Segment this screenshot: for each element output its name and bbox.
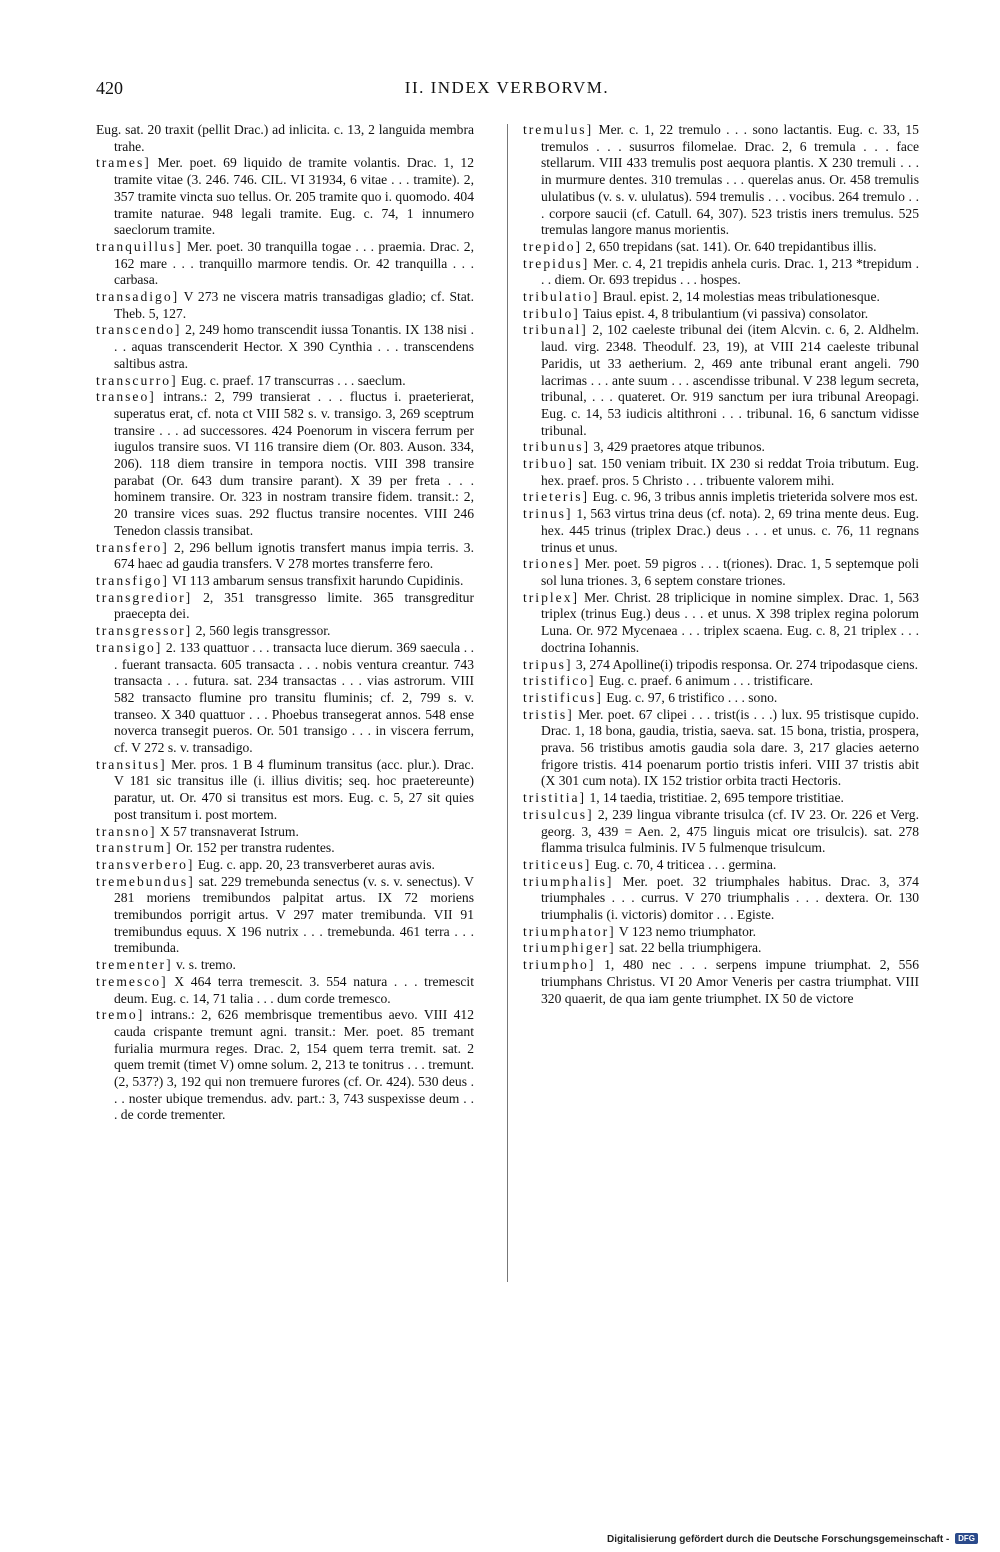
entry-lemma: tremo] <box>96 1007 145 1023</box>
entry-lemma: trinus] <box>523 506 573 522</box>
entry-lemma: trames] <box>96 155 151 171</box>
entry-lemma: tristificus] <box>523 689 603 705</box>
index-entry <box>523 256 919 289</box>
index-entry <box>523 690 919 707</box>
index-entry <box>523 707 919 791</box>
entry-lemma: trepidus] <box>523 255 590 271</box>
index-entry <box>96 957 474 974</box>
entry-lemma: tribunus] <box>523 439 591 455</box>
entry-text: 2. 133 quattuor . . . transacta luce dierum. 369 saecula . . . fuerant transacta. 605 transacta . . . nobis ventura creantur. 743 transacta . . . futura. sat. 234 transactas . . . vias astrorum. VIII 582 transacto flumine pro transitu fluminis; cf. 2, 799 s. v. transeo. X 340 quattuor . . . Phoebus transegerat annos. 548 ense noverca transegit pueros. Or. 501 transigo . . . in viscera ferrum, cf. V 272 s. v. transadigo. <box>114 639 474 756</box>
entry-text: 2, 560 legis transgressor. <box>195 623 331 639</box>
entry-text: sat. 229 tremebunda senectus (v. s. v. senectus). V 281 moriens tremibundos palpitat artus. IX 72 moriens tremibundos porrigit artus. V 297 mater tremibunda. VII 91 tremibundus equus. X 196 nutrix . . . tremebunda. 461 terra . . . tremibunda. <box>114 873 475 956</box>
entry-lemma: triumpho] <box>523 957 596 973</box>
entry-text: Or. 152 per transtra rudentes. <box>176 840 335 856</box>
index-entry <box>96 824 474 841</box>
index-entry <box>96 322 474 372</box>
entry-lemma: transverbero] <box>96 856 195 872</box>
entry-text: VI 113 ambarum sensus transfixit harundo Cupidinis. <box>172 572 464 588</box>
index-entry <box>96 974 474 1007</box>
entry-text: 2, 249 homo transcendit iussa Tonantis. IX 138 nisi . . . aquas transcenderit Hector. X 390 Cynthia . . . transcendens saltibus astra. <box>114 322 474 371</box>
entry-text: Mer. poet. 30 tranquilla togae . . . praemia. Drac. 2, 162 mare . . . tranquillo marmore tendis. Or. 42 tranquilla . . . carbasa. <box>114 238 474 288</box>
index-entry <box>96 857 474 874</box>
entry-lemma: tranquillus] <box>96 238 183 254</box>
entry-lemma: transfero] <box>96 539 169 555</box>
index-entry <box>523 122 919 239</box>
entry-text: Eug. c. praef. 6 animum . . . tristificare. <box>599 673 814 689</box>
running-title: II. INDEX VERBORVM. <box>404 78 610 97</box>
entry-text: Mer. c. 4, 21 trepidis anhela curis. Drac. 1, 213 *trepidum . . . diem. Or. 693 trepidus . . . hospes. <box>541 255 920 288</box>
index-entry <box>523 439 919 456</box>
entry-text: Eug. c. app. 20, 23 transverberet auras avis. <box>197 856 435 872</box>
index-entry <box>96 874 474 958</box>
index-entry <box>523 790 919 807</box>
left-column <box>96 122 474 1124</box>
entry-text: Eug. c. 70, 4 triticea . . . germina. <box>594 856 777 872</box>
entry-text: 1, 563 virtus trina deus (cf. nota). 2, 69 trina mente deus. Eug. hex. 445 trinus (triplex Drac.) deus . . . et unus. c. 76, 11 regnans trinus et unus. <box>541 506 919 555</box>
entry-lemma: tremulus] <box>523 122 594 137</box>
right-column <box>523 122 919 1007</box>
entry-text: Mer. poet. 32 triumphales habitus. Drac. 3, 374 triumphales . . . currus. V 270 triumphalis . . . dextera. Or. 130 triumphalis (i. victoris) domitor . . . Egiste. <box>541 873 919 923</box>
index-entry <box>96 590 474 623</box>
entry-lemma: transcendo] <box>96 322 182 338</box>
entry-text: sat. 22 bella triumphigera. <box>619 940 762 956</box>
index-entry <box>523 657 919 674</box>
entry-lemma: transtrum] <box>96 840 173 856</box>
entry-lemma: tribuo] <box>523 456 574 472</box>
entry-lemma: tristitia] <box>523 790 587 806</box>
dfg-logo: DFG <box>955 1533 978 1544</box>
index-entry <box>523 506 919 556</box>
index-entry <box>523 239 919 256</box>
index-entry <box>523 673 919 690</box>
entry-lemma: transno] <box>96 823 157 839</box>
index-entry <box>96 573 474 590</box>
entry-lemma: transigo] <box>96 639 163 655</box>
index-entry <box>523 322 919 439</box>
entry-text: Mer. poet. 59 pigros . . . t(riones). Drac. 1, 5 septemque poli sol luna triones. 3, 6 septem constare triones. <box>541 556 920 588</box>
entry-text: 3, 429 praetores atque tribunos. <box>593 439 765 455</box>
index-entry <box>96 373 474 390</box>
index-entry <box>523 857 919 874</box>
entry-text: 1, 480 nec . . . serpens impune triumphat. 2, 556 triumphans Christus. VI 20 Amor Veneris per castra triumphat. VIII 320 quaerit, de qua iam gente triumphet. IX 50 de victore <box>541 957 920 1006</box>
entry-text: 1, 14 taedia, tristitiae. 2, 695 tempore tristitiae. <box>589 790 844 806</box>
entry-lemma: tribulo] <box>523 305 580 321</box>
index-entry <box>96 540 474 573</box>
index-entry <box>96 840 474 857</box>
index-entry <box>96 122 474 155</box>
index-entry <box>96 623 474 640</box>
entry-lemma: triplex] <box>523 589 580 605</box>
entry-lemma: transgressor] <box>96 623 193 639</box>
entry-text: Mer. c. 1, 22 tremulo . . . sono lactantis. Eug. c. 33, 15 tremulos . . . susurros filomelae. Drac. 2, 6 tremula . . . face stellarum. VIII 433 tremulis post aequora plantis. X 230 tremuli . . . in murmure dentes. 310 tremulas . . . querelas anus. Or. 458 tremulis ululatibus (v. s. v. ululatus). 594 tremulis . . . vocibus. 264 tremulo . . . corpore saucii (cf. Catull. 64, 307). 523 tristis iners tremulus. 525 tremulas langore manus morientis. <box>541 122 919 238</box>
index-entry <box>523 306 919 323</box>
entry-text: Eug. c. praef. 17 transcurras . . . saeclum. <box>181 372 406 388</box>
entry-lemma: tribulatio] <box>523 289 600 305</box>
entry-lemma: triumphalis] <box>523 873 614 889</box>
credit-text: Digitalisierung gefördert durch die Deutsche Forschungsgemeinschaft - <box>607 1534 950 1545</box>
entry-lemma: tribunal] <box>523 322 588 338</box>
entry-lemma: triones] <box>523 556 581 572</box>
index-entry <box>523 590 919 657</box>
entry-text: Eug. sat. 20 traxit (pellit Drac.) ad inlicita. c. 13, 2 languida membra trahe. <box>96 122 474 154</box>
entry-lemma: tripus] <box>523 656 573 672</box>
entry-text: V 123 nemo triumphator. <box>618 923 757 939</box>
index-entry <box>96 239 474 289</box>
entry-text: Eug. c. 96, 3 tribus annis impletis trieterida solvere mos est. <box>592 489 918 505</box>
page-header <box>96 78 918 106</box>
entry-lemma: triumphator] <box>523 923 616 939</box>
index-entry <box>523 874 919 924</box>
entry-lemma: trieteris] <box>523 489 590 505</box>
index-entry <box>523 456 919 489</box>
entry-text: sat. 150 veniam tribuit. IX 230 si reddat Troia tributum. Eug. hex. praef. pros. 5 Christo . . . tribuente valorem mihi. <box>541 456 919 488</box>
entry-text: Eug. c. 97, 6 tristifico . . . sono. <box>606 689 778 705</box>
digitization-credit <box>607 1533 978 1545</box>
entry-text: 2, 102 caeleste tribunal dei (item Alcvin. c. 6, 2. Aldhelm. laud. virg. 2348. Theodulf. 23, 19), at VIII 214 caeleste tribunal Paridis, ut 33 aetherium. 2, 469 ante tribunal erant angeli. 790 lacrimas . . . ante suum . . . ascendisse tribunal. V 238 legum secreta, tribunal, . . . quateret. Or. 919 sanctum per iura tribunal Areopagi. Eug. c. 14, 53 iudicis altithroni . . . tribunal. 16, 6 sanctum vidisse tribunal. <box>541 322 919 438</box>
index-entry <box>96 289 474 322</box>
entry-lemma: tristifico] <box>523 673 596 689</box>
entry-lemma: triumphiger] <box>523 940 616 956</box>
index-entry <box>96 757 474 824</box>
entry-text: 2, 351 transgresso limite. 365 transgreditur praecepta dei. <box>114 589 474 622</box>
index-entry <box>523 556 919 589</box>
entry-lemma: trepido] <box>523 238 583 254</box>
entry-lemma: transcurro] <box>96 372 178 388</box>
entry-text: X 57 transnaverat Istrum. <box>159 823 299 839</box>
entry-text: Mer. poet. 67 clipei . . . trist(is . . .) lux. 95 tristisque cupido. Drac. 1, 18 bona, gaudia, tristia, saeva. sat. 15 bona, tristia, prospera, prava. 56 tristibus amotis gaudia sola dare. 3, 217 glacies aeterno frigore tristis. 414 poenarum portio tristis inferi. VIII 37 tristis abit (X 301 cum nota). IX 152 tristior orbita tracti Hectoris. <box>541 706 919 789</box>
entry-lemma: transitus] <box>96 756 167 772</box>
index-entry <box>523 289 919 306</box>
entry-text: v. s. tremo. <box>176 957 236 973</box>
entry-lemma: tristis] <box>523 706 574 722</box>
entry-text: intrans.: 2, 626 membrisque trementibus aevo. VIII 412 cauda crispante tremunt agni. transit.: Mer. poet. 85 tremant furialia murmura reges. Drac. 2, 154 quem terra tremit. sat. 2 quem tremit (timet V) omne solum. 2, 213 te tonitrus . . . tremunt. (2, 537?) 3, 192 qui non tremuere furores (cf. Or. 424). 530 deus . . . noster ubique tremendus. adv. part.: 3, 743 suspexisse deum . . . de corde trementer. <box>114 1007 474 1123</box>
index-entry <box>523 957 919 1007</box>
entry-text: V 273 ne viscera matris transadigas gladio; cf. Stat. Theb. 5, 127. <box>114 289 474 321</box>
index-entry <box>96 389 474 539</box>
entry-text: 3, 274 Apolline(i) tripodis responsa. Or. 274 tripodasque ciens. <box>575 656 918 672</box>
entry-lemma: transgredior] <box>96 589 193 605</box>
column-divider <box>507 124 508 1282</box>
entry-lemma: trementer] <box>96 957 173 973</box>
entry-text: 2, 650 trepidans (sat. 141). Or. 640 trepidantibus illis. <box>585 238 877 254</box>
index-entry <box>523 489 919 506</box>
entry-text: X 464 terra tremescit. 3. 554 natura . . . tremescit deum. Eug. c. 14, 71 talia . . . dum corde tremesco. <box>114 973 474 1006</box>
index-entry <box>96 155 474 239</box>
index-entry <box>523 807 919 857</box>
entry-lemma: transadigo] <box>96 289 180 305</box>
entry-text: 2, 239 lingua vibrante trisulca (cf. IV 23. Or. 226 et Verg. georg. 3, 439 = Aen. 2, 475 linguis micat ore trisulcis). sat. 278 flamma trisulca fulminis. IV 5 fulmenque trisulcum. <box>541 806 919 856</box>
entry-lemma: tremesco] <box>96 973 168 989</box>
index-entry <box>523 924 919 941</box>
entry-text: 2, 296 bellum ignotis transfert manus impia terris. 3. 674 haec ad gaudia transfers. V 278 mortes transferre fero. <box>114 539 474 572</box>
entry-text: intrans.: 2, 799 transierat . . . fluctus i. praeterierat, superatus erat, cf. nota ct VIII 582 s. v. transigo. 3, 269 sceptrum transire . . . ad successores. 424 Poenorum in viscera ferrum per iugulos transire suos. VI 116 transire diem (Or. 803. Auson. 334, 206). 118 diem transire in tempora noctis. VIII 398 transire parabat (Or. 643 dum transire parant). X 39 per freta . . . hominem transire. Or. 323 in nostram transire fidem. transit.: 2, 20 transire vices suas. 292 fluctus transire nocentes. VIII 246 Tenedon classis transibat. <box>114 389 474 538</box>
page-number: 420 <box>96 78 123 98</box>
index-entry <box>96 1007 474 1124</box>
entry-lemma: triticeus] <box>523 856 592 872</box>
entry-lemma: transeo] <box>96 389 156 405</box>
index-entry <box>523 940 919 957</box>
entry-text: Braul. epist. 2, 14 molestias meas tribulationesque. <box>602 289 880 305</box>
entry-lemma: transfigo] <box>96 572 169 588</box>
entry-text: Mer. Christ. 28 triplicique in nomine simplex. Drac. 1, 563 triplex (trinus Eug.) deus . . . et unus. X 398 triplex regina polorum Luna. Or. 972 Mycenaea . . . triplex scaena. Eug. c. 8, 21 triplex . . . doctrina Iohannis. <box>541 589 919 655</box>
entry-text: Mer. poet. 69 liquido de tramite volantis. Drac. 1, 12 tramite vitae (3. 246. 746. CIL. VI 31934, 6 vitae . . . tramite). 2, 357 tramite vincta suo tellus. Or. 205 tramite quo i. quomodo. 404 tramite naturae. 948 legali tramite. Eug. c. 74, 1 innumero saeclorum tramite. <box>114 155 474 238</box>
entry-lemma: tremebundus] <box>96 873 195 889</box>
entry-lemma: trisulcus] <box>523 806 594 822</box>
entry-text: Mer. pros. 1 B 4 fluminum transitus (acc. plur.). Drac. V 181 sic transitus ille (i. illius divitis; seq. hoc praetereunte) paratur, ut. Or. 470 si transitus est mors. Eug. c. 5, 27 sit quies post transitum i. post mortem. <box>114 756 474 822</box>
entry-text: Taius epist. 4, 8 tribulantium (vi passiva) consolator. <box>582 305 869 321</box>
index-entry <box>96 640 474 757</box>
